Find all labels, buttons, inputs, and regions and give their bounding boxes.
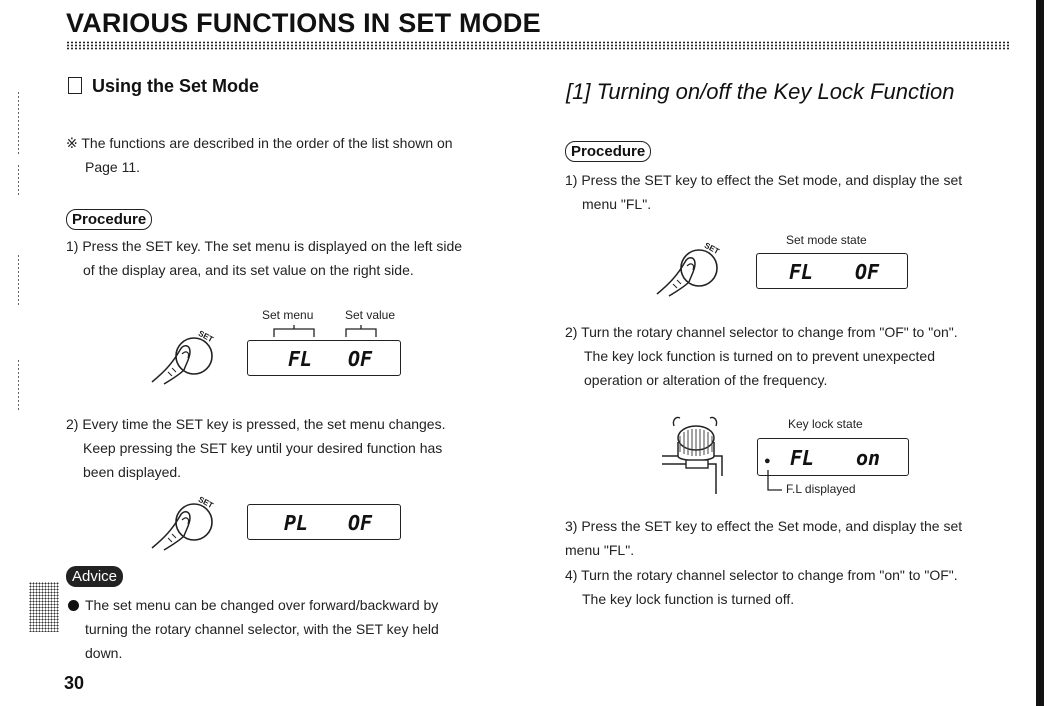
- page-number: 30: [64, 673, 85, 693]
- subsection-title: [1] Turning on/off the Key Lock Function: [566, 79, 955, 104]
- note-line: The functions are described in the order of the list shown on: [81, 135, 453, 151]
- page-edge-bar: [1036, 0, 1044, 706]
- lcd-display-set-menu: [247, 340, 401, 376]
- set-key-press-icon: [655, 240, 735, 298]
- lcd-set-value: OF: [348, 347, 373, 371]
- advice-line: The set menu can be changed over forward/backward by: [85, 597, 439, 613]
- lcd-menu-value: FL: [790, 446, 815, 470]
- set-key-label: SET: [196, 328, 215, 345]
- step-line: menu "FL".: [582, 196, 652, 212]
- lcd-display-next-menu: [247, 504, 401, 540]
- procedure-label: Procedure: [565, 141, 651, 162]
- step-line: 2) Every time the SET key is pressed, the set menu changes.: [66, 416, 446, 432]
- step-line: Keep pressing the SET key until your desired function has: [83, 440, 443, 456]
- step-line: The key lock function is turned on to prevent unexpected: [584, 348, 935, 364]
- lcd-set-value: OF: [855, 260, 880, 284]
- section-title: [68, 76, 259, 97]
- step-line: 4) Turn the rotary channel selector to change from "on" to "OF".: [565, 567, 958, 583]
- page-title: VARIOUS FUNCTIONS IN SET MODE: [66, 8, 541, 38]
- lcd-menu-value: FL: [288, 347, 313, 371]
- set-key-label: SET: [196, 494, 215, 511]
- note-paragraph: [66, 131, 516, 179]
- margin-dots: [18, 255, 19, 305]
- side-hatch-pattern: [29, 582, 59, 632]
- left-step-2: [66, 412, 516, 484]
- advice-line: down.: [85, 645, 123, 661]
- set-key-press-icon: [150, 328, 230, 386]
- advice-line: turning the rotary channel selector, with the SET key held: [85, 621, 439, 637]
- margin-dots: [18, 92, 19, 154]
- fl-displayed-label: F.L displayed: [786, 482, 856, 496]
- lcd-display-set-mode-state: [756, 253, 908, 289]
- checkbox-square-icon: [68, 77, 82, 94]
- step-line: menu "FL".: [565, 542, 635, 558]
- section-title-text: Using the Set Mode: [92, 76, 260, 96]
- set-mode-state-label: Set mode state: [786, 233, 867, 247]
- procedure-label: Procedure: [66, 209, 152, 230]
- lcd-menu-value: FL: [789, 260, 814, 284]
- rotary-selector-icon: [660, 412, 740, 496]
- right-step-2: [565, 320, 1030, 392]
- left-step-1: [66, 234, 526, 282]
- label-brackets: [270, 325, 390, 339]
- step-line: of the display area, and its set value on the right side.: [83, 262, 414, 278]
- step-line: 2) Turn the rotary channel selector to change from "OF" to "on".: [565, 324, 958, 340]
- right-step-4: [565, 563, 1030, 611]
- label-leader-line: [762, 470, 782, 494]
- step-line: 1) Press the SET key. The set menu is displayed on the left side: [66, 238, 463, 254]
- set-key-label: SET: [702, 240, 721, 257]
- margin-dots: [18, 165, 19, 195]
- step-line: 3) Press the SET key to effect the Set mode, and display the set: [565, 518, 963, 534]
- set-menu-label: Set menu: [262, 308, 314, 322]
- margin-dots: [18, 360, 19, 410]
- lcd-menu-value: PL: [284, 511, 309, 535]
- set-value-label: Set value: [345, 308, 396, 322]
- procedure-badge-left: [66, 209, 152, 230]
- right-step-1: [565, 168, 1030, 216]
- bullet-icon: [68, 600, 79, 611]
- right-step-3: [565, 514, 1030, 562]
- advice-badge: Advice: [66, 566, 123, 587]
- lcd-set-value: on: [856, 446, 881, 470]
- key-lock-state-label: Key lock state: [788, 417, 863, 431]
- set-key-press-icon: [150, 494, 230, 552]
- advice-paragraph: [68, 593, 518, 665]
- reference-mark-icon: ※: [66, 135, 78, 151]
- lcd-set-value: OF: [348, 511, 373, 535]
- step-line: operation or alteration of the frequency.: [584, 372, 828, 388]
- title-dotted-rule: [66, 41, 1010, 50]
- step-line: The key lock function is turned off.: [582, 591, 795, 607]
- procedure-badge-right: [565, 141, 651, 162]
- note-line: Page 11.: [85, 159, 141, 175]
- step-line: 1) Press the SET key to effect the Set mode, and display the set: [565, 172, 963, 188]
- step-line: been displayed.: [83, 464, 182, 480]
- key-lock-indicator-icon: ●: [764, 455, 771, 467]
